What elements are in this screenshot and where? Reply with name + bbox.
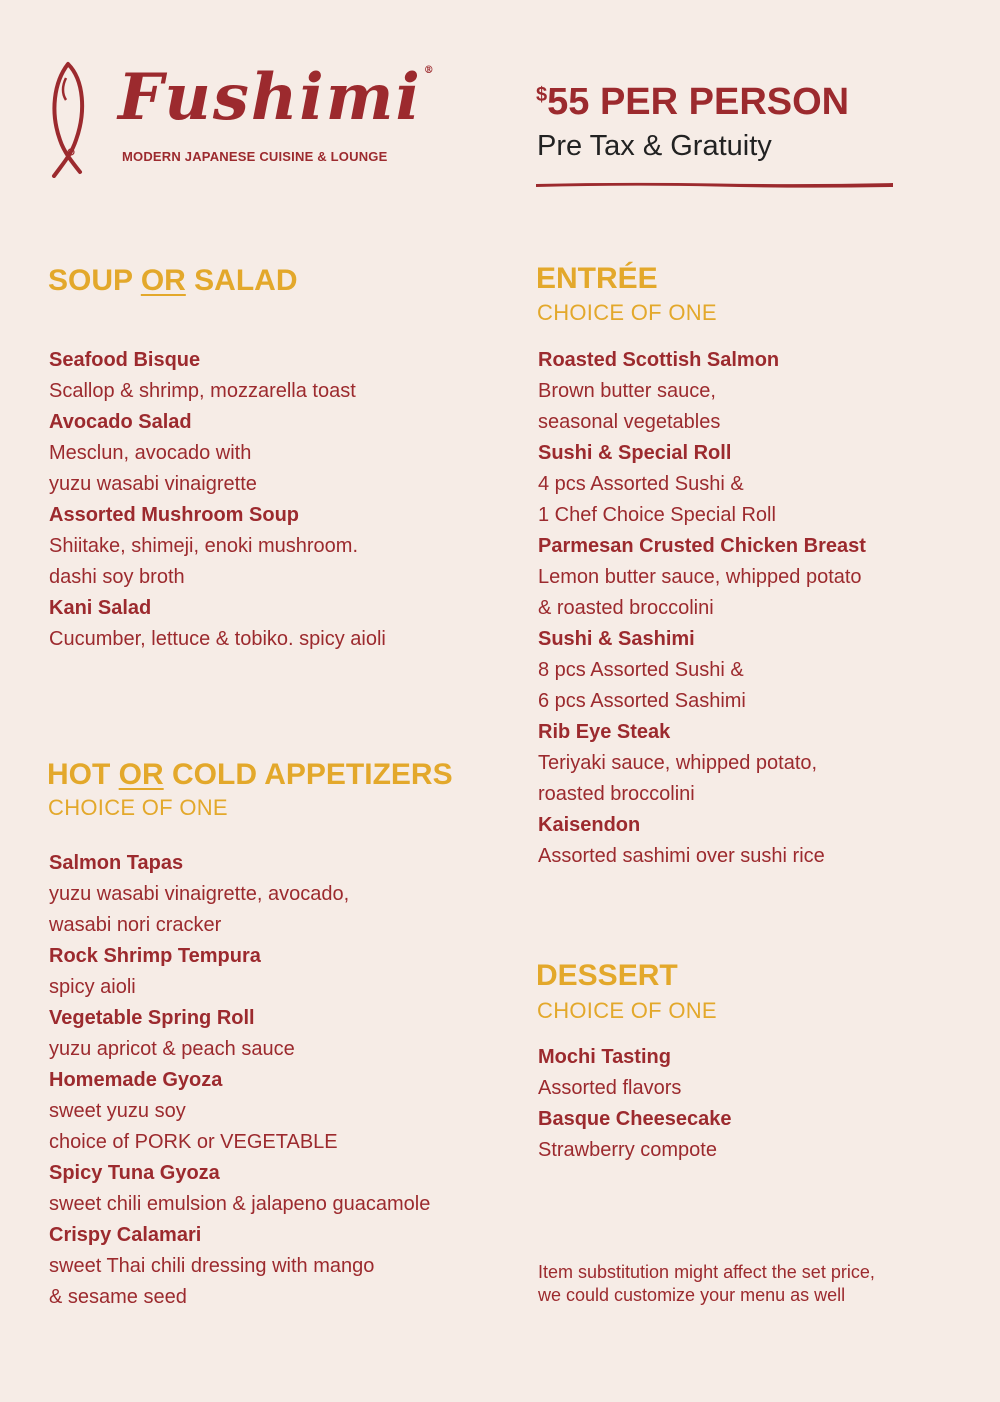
menu-item-name: Vegetable Spring Roll xyxy=(49,1007,255,1029)
appetizers-subtitle: CHOICE OF ONE xyxy=(48,795,228,820)
menu-item-name: Seafood Bisque xyxy=(49,349,201,371)
menu-item-description: Mesclun, avocado with xyxy=(49,442,252,464)
menu-item-name: Parmesan Crusted Chicken Breast xyxy=(538,535,866,557)
soup-salad-heading: SOUP OR SALAD xyxy=(48,264,298,297)
registered-mark: ® xyxy=(423,65,436,76)
menu-item-description: wasabi nori cracker xyxy=(49,914,222,936)
menu-item-description: yuzu wasabi vinaigrette, avocado, xyxy=(49,883,350,905)
menu-item-description: sweet chili emulsion & jalapeno guacamole xyxy=(49,1193,431,1215)
menu-item xyxy=(538,624,998,717)
brand-tagline: MODERN JAPANESE CUISINE & LOUNGE xyxy=(122,149,388,164)
menu-item-name: Mochi Tasting xyxy=(538,1046,671,1068)
menu-item-description: Assorted sashimi over sushi rice xyxy=(538,845,825,867)
menu-item xyxy=(49,500,509,593)
menu-item-description: Strawberry compote xyxy=(538,1139,717,1161)
menu-item-name: Kani Salad xyxy=(49,597,152,619)
menu-item-description: 8 pcs Assorted Sushi & xyxy=(538,659,744,681)
menu-item-description: 4 pcs Assorted Sushi & xyxy=(538,473,744,495)
entree-list xyxy=(538,345,998,872)
menu-item-description: seasonal vegetables xyxy=(538,411,721,433)
entree-subtitle: CHOICE OF ONE xyxy=(537,300,717,325)
menu-item-description: 1 Chef Choice Special Roll xyxy=(538,504,776,526)
menu-item xyxy=(538,438,998,531)
menu-item xyxy=(538,1042,998,1104)
price-subtitle: Pre Tax & Gratuity xyxy=(537,130,772,162)
currency-symbol: $ xyxy=(536,84,548,106)
menu-item-description: yuzu wasabi vinaigrette xyxy=(49,473,257,495)
menu-item-description: & sesame seed xyxy=(49,1286,187,1308)
note-line: Item substitution might affect the set price, xyxy=(538,1262,875,1282)
appetizers-list xyxy=(49,848,509,1313)
dessert-list xyxy=(538,1042,998,1166)
menu-item-description: Teriyaki sauce, whipped potato, xyxy=(538,752,818,774)
menu-item-description: Scallop & shrimp, mozzarella toast xyxy=(49,380,356,402)
soup-salad-list xyxy=(49,345,509,655)
menu-item-name: Basque Cheesecake xyxy=(538,1108,732,1130)
menu-item-description: Shiitake, shimeji, enoki mushroom. xyxy=(49,535,359,557)
menu-item xyxy=(49,1220,509,1313)
menu-item-description: spicy aioli xyxy=(49,976,136,998)
substitution-note xyxy=(538,1261,875,1307)
dessert-subtitle: CHOICE OF ONE xyxy=(537,998,717,1023)
menu-item-name: Rock Shrimp Tempura xyxy=(49,945,261,967)
menu-item xyxy=(49,593,509,655)
menu-item-name: Avocado Salad xyxy=(49,411,192,433)
menu-item-description: sweet yuzu soy xyxy=(49,1100,186,1122)
menu-item-description: sweet Thai chili dressing with mango xyxy=(49,1255,375,1277)
menu-item xyxy=(538,810,998,872)
menu-item-name: Kaisendon xyxy=(538,814,641,836)
menu-item xyxy=(49,1158,509,1220)
fish-icon xyxy=(46,60,90,178)
menu-item xyxy=(538,345,998,438)
menu-item-name: Roasted Scottish Salmon xyxy=(538,349,780,371)
menu-item-name: Salmon Tapas xyxy=(49,852,184,874)
menu-item xyxy=(49,1065,509,1158)
menu-item-description: 6 pcs Assorted Sashimi xyxy=(538,690,746,712)
menu-item-description: & roasted broccolini xyxy=(538,597,714,619)
menu-item-description: yuzu apricot & peach sauce xyxy=(49,1038,295,1060)
menu-item-name: Rib Eye Steak xyxy=(538,721,671,743)
menu-item xyxy=(49,1003,509,1065)
menu-item-name: Spicy Tuna Gyoza xyxy=(49,1162,220,1184)
dessert-heading: DESSERT xyxy=(536,959,678,992)
menu-item-name: Assorted Mushroom Soup xyxy=(49,504,300,526)
appetizers-heading: HOT OR COLD APPETIZERS xyxy=(47,758,453,791)
brand-name: Fushimi ® xyxy=(118,60,436,135)
menu-item xyxy=(538,1104,998,1166)
menu-item xyxy=(49,848,509,941)
price-amount: 55 PER PERSON xyxy=(547,81,850,123)
menu-item xyxy=(49,941,509,1003)
menu-item xyxy=(49,407,509,500)
menu-item xyxy=(49,345,509,407)
menu-item-description: roasted broccolini xyxy=(538,783,695,805)
menu-item-description: Cucumber, lettuce & tobiko. spicy aioli xyxy=(49,628,386,650)
menu-item-name: Sushi & Sashimi xyxy=(538,628,695,650)
menu-item-description: Assorted flavors xyxy=(538,1077,682,1099)
note-line: we could customize your menu as well xyxy=(538,1285,846,1305)
price-heading xyxy=(536,83,849,121)
entree-heading: ENTRÉE xyxy=(536,262,658,295)
menu-item-description: Lemon butter sauce, whipped potato xyxy=(538,566,862,588)
menu-item xyxy=(538,531,998,624)
menu-item-name: Crispy Calamari xyxy=(49,1224,202,1246)
menu-item-description: choice of PORK or VEGETABLE xyxy=(49,1131,338,1153)
menu-item xyxy=(538,717,998,810)
menu-item-description: Brown butter sauce, xyxy=(538,380,716,402)
menu-item-name: Homemade Gyoza xyxy=(49,1069,223,1091)
menu-item-description: dashi soy broth xyxy=(49,566,185,588)
brush-divider xyxy=(536,181,893,189)
menu-item-name: Sushi & Special Roll xyxy=(538,442,732,464)
